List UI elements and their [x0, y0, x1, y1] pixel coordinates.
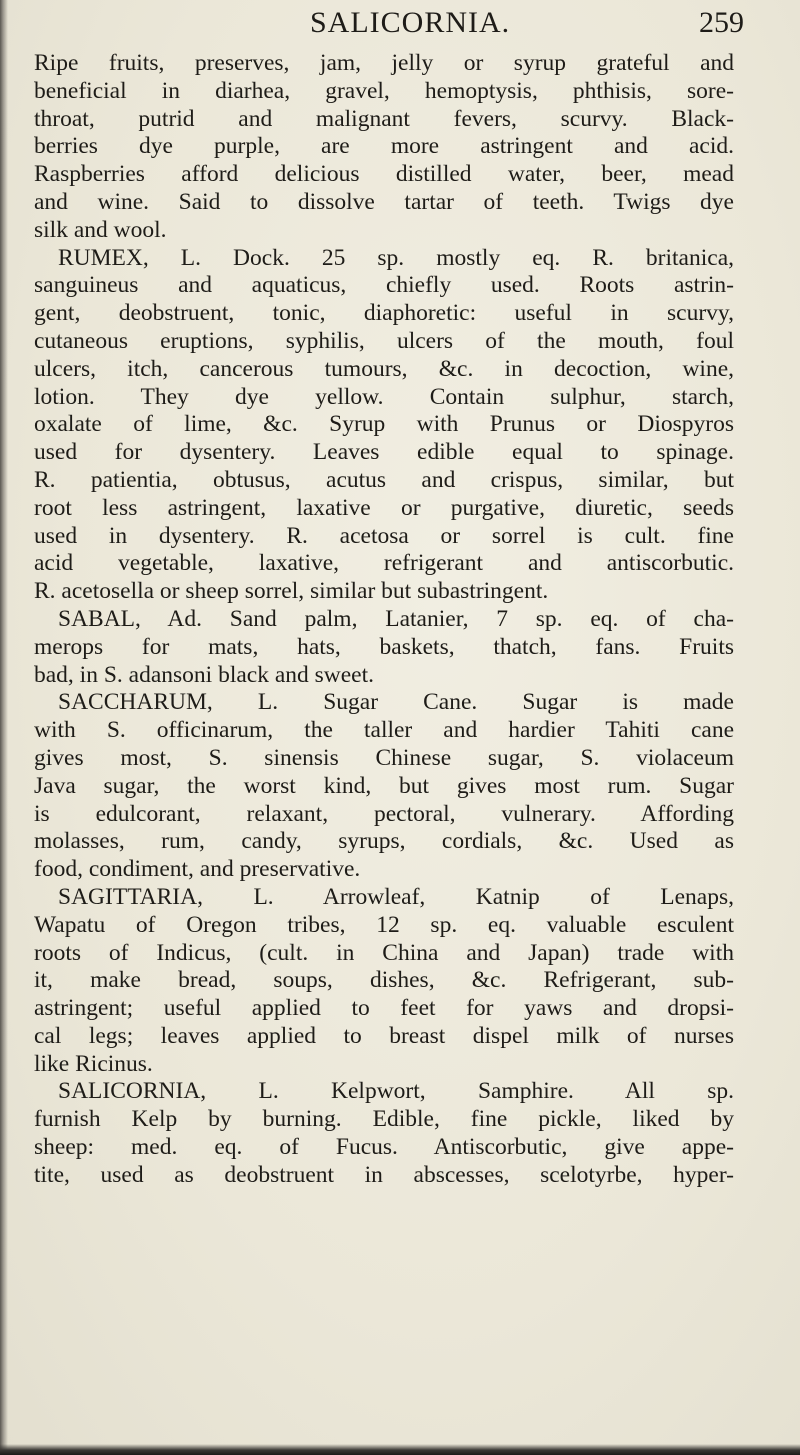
text-line: SABAL, Ad. Sand palm, Latanier, 7 sp. eq. of cha- [58, 605, 734, 632]
text-line: molasses, rum, candy, syrups, cordials, &c. Used as [34, 828, 734, 855]
text-line: gent, deobstruent, tonic, diaphoretic: useful in scurvy, [34, 300, 734, 327]
text-line: acid vegetable, laxative, refrigerant and antiscorbutic. [34, 550, 734, 577]
text-line: gives most, S. sinensis Chinese sugar, S. violaceum [34, 744, 734, 771]
text-line: SALICORNIA, L. Kelpwort, Samphire. All sp. [58, 1078, 734, 1105]
text-line: cal legs; leaves applied to breast dispel milk of nurses [34, 1022, 734, 1049]
text-line: Raspberries afford delicious distilled water, beer, mead [34, 161, 734, 188]
text-line: used in dysentery. R. acetosa or sorrel is cult. fine [34, 522, 734, 549]
text-line: cutaneous eruptions, syphilis, ulcers of the mouth, foul [34, 327, 734, 354]
text-line: R. patientia, obtusus, acutus and crispus, similar, but [34, 466, 734, 493]
text-line: sanguineus and aquaticus, chiefly used. Roots astrin- [34, 272, 734, 299]
text-line: roots of Indicus, (cult. in China and Japan) trade with [34, 939, 734, 966]
text-line: beneficial in diarhea, gravel, hemoptysis, phthisis, sore- [34, 77, 734, 104]
text-line: food, condiment, and preservative. [34, 856, 361, 883]
text-line: like Ricinus. [34, 1050, 153, 1077]
text-line: astringent; useful applied to feet for yaws and dropsi- [34, 995, 734, 1022]
text-line: furnish Kelp by burning. Edible, fine pickle, liked by [34, 1106, 734, 1133]
text-line: Java sugar, the worst kind, but gives most rum. Sugar [34, 772, 734, 799]
page-number: 259 [699, 6, 744, 39]
text-line: silk and wool. [34, 216, 167, 243]
text-line: root less astringent, laxative or purgative, diuretic, seeds [34, 494, 734, 521]
text-line: it, make bread, soups, dishes, &c. Refrigerant, sub- [34, 967, 734, 994]
page-header [0, 0, 800, 52]
text-line: lotion. They dye yellow. Contain sulphur, starch, [34, 383, 734, 410]
text-line: sheep: med. eq. of Fucus. Antiscorbutic, give appe- [34, 1134, 734, 1161]
body-text [34, 50, 734, 1190]
text-line: oxalate of lime, &c. Syrup with Prunus or Diospyros [34, 411, 734, 438]
text-line: merops for mats, hats, baskets, thatch, fans. Fruits [34, 633, 734, 660]
text-line: with S. officinarum, the taller and hardier Tahiti cane [34, 717, 734, 744]
text-line: used for dysentery. Leaves edible equal to spinage. [34, 439, 734, 466]
text-line: RUMEX, L. Dock. 25 sp. mostly eq. R. britanica, [58, 244, 734, 271]
text-line: SAGITTARIA, L. Arrowleaf, Katnip of Lenaps, [58, 883, 734, 910]
text-line: Ripe fruits, preserves, jam, jelly or syrup grateful and [34, 50, 734, 76]
text-line: bad, in S. adansoni black and sweet. [34, 661, 375, 688]
text-line: R. acetosella or sheep sorrel, similar but subastringent. [34, 578, 549, 605]
text-line: SACCHARUM, L. Sugar Cane. Sugar is made [58, 689, 734, 716]
text-line: throat, putrid and malignant fevers, scurvy. Black- [34, 105, 734, 132]
text-line: ulcers, itch, cancerous tumours, &c. in decoction, wine, [34, 355, 734, 382]
text-line: is edulcorant, relaxant, pectoral, vulnerary. Affording [34, 800, 734, 827]
page-bottom-shadow [0, 1444, 800, 1455]
text-line: and wine. Said to dissolve tartar of teeth. Twigs dye [34, 188, 734, 215]
running-head: SALICORNIA. [310, 6, 511, 39]
text-line: berries dye purple, are more astringent and acid. [34, 133, 734, 160]
text-line: Wapatu of Oregon tribes, 12 sp. eq. valuable esculent [34, 911, 734, 938]
page-binding-shadow [0, 0, 8, 1455]
text-line: tite, used as deobstruent in abscesses, scelotyrbe, hyper- [34, 1161, 734, 1188]
